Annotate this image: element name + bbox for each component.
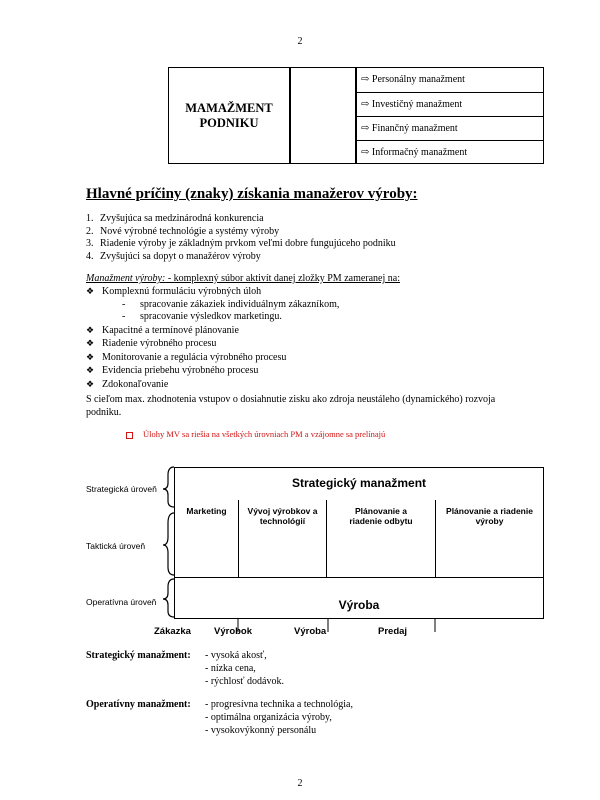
arrow-icon: ⇨ [361,74,370,85]
strategic-box-label: Strategický manažment [291,476,427,490]
bottom-label: Výrobok [214,626,253,637]
list-item: ❖ Evidencia priebehu výrobného procesu [86,365,259,376]
activities-list [86,285,339,391]
level-label-operative: Operatívna úroveň [86,597,157,607]
tactical-col-development: Vývoj výrobkov a technológií [239,500,327,577]
diamond-bullet-icon: ❖ [86,351,95,362]
mv-definition-text: - komplexný súbor aktivít danej zložky PM zameranej na: [165,273,400,284]
list-item: ❖ Komplexnú formuláciu výrobných úloh [86,286,262,297]
mv-term: Manažment výroby: [86,273,166,284]
brace-tactical-icon [163,513,174,575]
red-note: Úlohy MV sa riešia na všetkých úrovniach PM a vzájomne sa prelínajú [126,429,385,439]
operative-box-label: Výroba [338,598,380,612]
table-row-label: Investičný manažment [371,99,463,110]
table-row [357,140,543,164]
list-item: ❖ Monitorovanie a regulácia výrobného procesu [86,351,287,363]
brace-strategic-icon [163,467,174,507]
list-item: ❖ Zdokonaľovanie [86,378,169,390]
diamond-bullet-icon: ❖ [86,338,95,348]
arrow-icon: ⇨ [361,123,370,134]
diamond-bullet-icon: ❖ [86,378,95,389]
bottom-label: Zákazka [154,626,191,637]
diamond-bullet-icon: ❖ [86,365,95,375]
section-heading: Hlavné príčiny (znaky) získania manažerov výroby: [86,186,418,202]
list-item: ❖ Riadenie výrobného procesu [86,338,217,349]
strategic-item: - rýchlosť dodávok. [205,676,284,687]
causes-list [86,213,396,263]
table-row [357,68,543,92]
level-label-strategic: Strategická úroveň [86,484,157,494]
management-title: MAMAŽMENT PODNIKU [169,68,291,163]
operative-label: Operatívny manažment: [86,699,191,710]
sub-list-item: - spracovanie zákaziek individuálnym zákazníkom, [122,298,340,310]
page-number-top: 2 [297,36,303,47]
page-number-bottom: 2 [297,778,303,789]
table-row [357,116,543,140]
list-item: 1. Zvyšujúca sa medzinárodná konkurencia [86,213,264,224]
list-item: 3. Riadenie výroby je základným prvkom veľmi dobre fungujúceho podniku [86,238,396,249]
operative-item: - optimálna organizácia výroby, [205,712,332,723]
list-item: 4. Zvyšujúci sa dopyt o manažérov výroby [86,250,261,262]
table-row [357,92,543,116]
goal-paragraph: S cieľom max. zhodnotenia vstupov o dosiahnutie zisku ako zdroja neustáleho (dynamického) rozvoja podniku. [86,394,496,418]
arrow-icon: ⇨ [361,147,370,158]
list-item: ❖ Kapacitné a termínové plánovanie [86,324,239,336]
tactical-col-production: Plánovanie a riadenie výroby [446,506,533,526]
level-label-tactical: Taktická úroveň [86,541,146,551]
table-row-label: Informačný manažment [371,147,468,158]
diamond-bullet-icon: ❖ [86,324,95,335]
arrow-icon: ⇨ [361,99,370,110]
table-row-label: Finančný manažment [371,123,458,134]
list-item: 2. Nové výrobné technológie a systémy výroby [86,225,280,237]
strategic-label: Strategický manažment: [86,650,191,661]
strategic-item: - vysoká akosť, [205,650,267,661]
table-empty-cell [291,68,357,163]
checkbox-bullet-icon [126,432,133,439]
strategic-box [174,467,544,501]
tactical-box [174,500,544,578]
mv-definition [86,273,400,286]
operative-box [174,577,544,619]
bottom-label: Predaj [378,626,408,637]
bottom-label: Výroba [294,626,327,637]
strategic-item: - nízka cena, [205,663,256,674]
management-table [168,67,544,164]
sub-list-item: - spracovanie výsledkov marketingu. [122,311,282,322]
operative-item: - progresívna technika a technológia, [205,699,353,710]
operative-item: - vysokovýkonný personálu [205,725,317,736]
brace-operative-icon [163,579,174,617]
tactical-col-sales: Plánovanie a riadenie odbytu [327,500,436,577]
table-row-label: Personálny manažment [371,74,465,85]
tactical-col-marketing: Marketing [175,500,239,577]
diamond-bullet-icon: ❖ [86,286,95,296]
